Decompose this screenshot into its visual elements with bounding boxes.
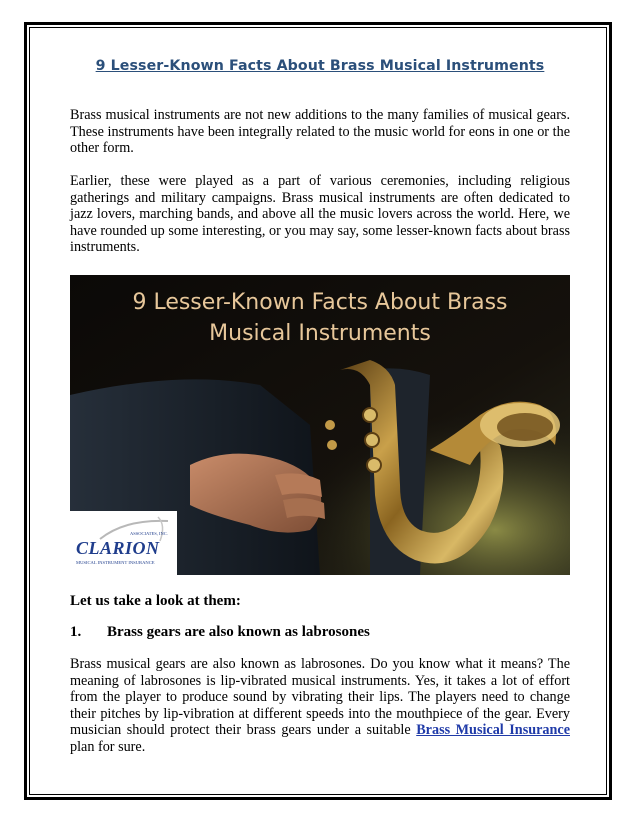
intro-paragraph: Brass musical instruments are not new additions to the many families of musical gears. These instruments have been integrally related to the music world for eons in one or the other form. (70, 107, 570, 156)
fact1-text-end: plan for sure. (70, 738, 146, 755)
logo-subtitle: MUSICAL INSTRUMENT INSURANCE (76, 560, 155, 565)
hero-image (70, 275, 570, 575)
fact1-heading (70, 624, 570, 641)
fact1-text: Brass musical gears are also known as labrosones. Do you know what it means? The meaning of labrosones is lip-vibrated musical instruments. Yes, it takes a lot of effort from the player to produce sound by vibrating their lips. The players need to change their pitches by lip-vibration at different speeds into the mouthpiece of the gear. Every musician should protect their brass gears under a suitable (70, 656, 570, 738)
logo-brand: CLARION (76, 538, 160, 558)
hero-title (70, 287, 570, 349)
hero-title-line2: Musical Instruments (209, 321, 431, 346)
clarion-logo (70, 511, 177, 575)
second-paragraph: Earlier, these were played as a part of various ceremonies, including religious gatherings and military campaigns. Brass musical instruments are often dedicated to jazz lovers, marching bands, and above all the music lovers across the world. Here, we have rounded up some interesting, or you may say, some lesser-known facts about brass instruments. (70, 173, 570, 255)
fact1-number: 1. (70, 624, 82, 640)
document-title: 9 Lesser-Known Facts About Brass Musical Instruments (95, 58, 545, 74)
brass-insurance-link[interactable]: Brass Musical Insurance (416, 722, 570, 738)
logo-top-text: ASSOCIATES, INC. (130, 531, 168, 536)
section-intro: Let us take a look at them: (70, 593, 241, 609)
hero-title-line1: 9 Lesser-Known Facts About Brass (132, 290, 508, 315)
fact1-heading-text: Brass gears are also known as labrosones (107, 624, 370, 640)
fact1-paragraph (70, 656, 570, 755)
